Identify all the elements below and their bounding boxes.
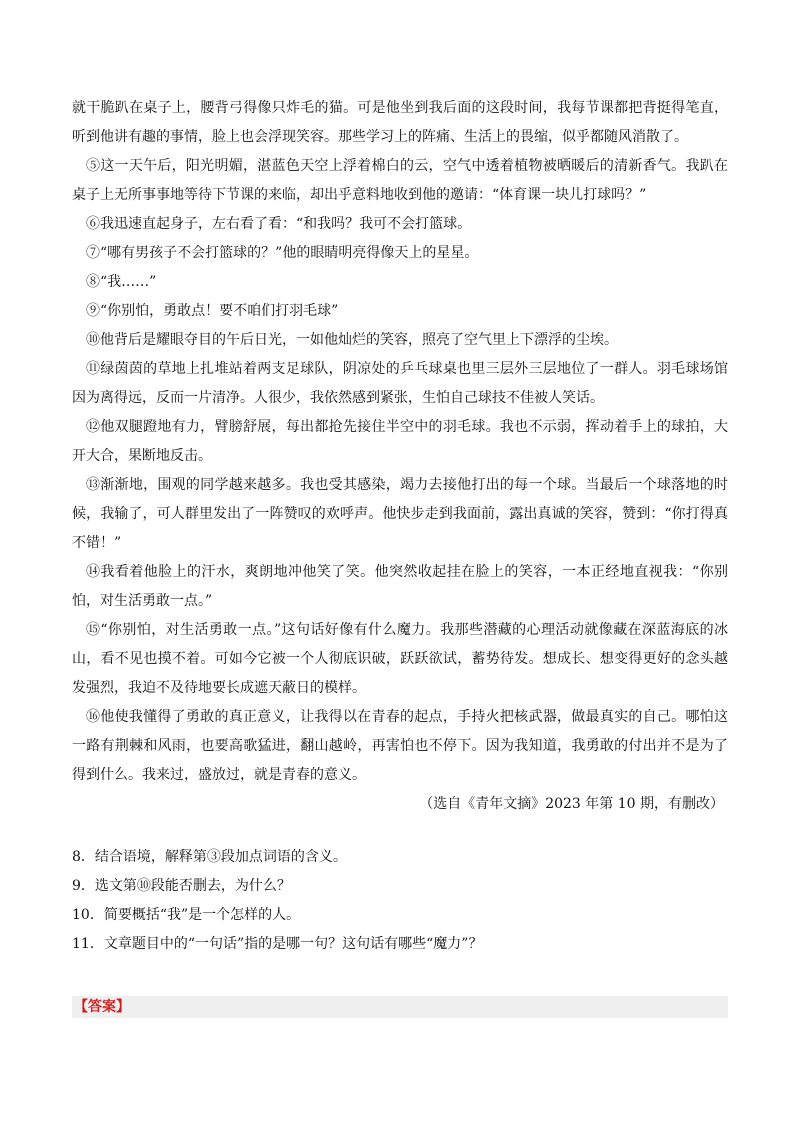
question-list	[72, 843, 728, 959]
paragraph-11: ⑪绿茵茵的草地上扎堆站着两支足球队，阴凉处的乒乓球桌也里三层外三层地位了一群人。羽毛球场馆因为离得远，反而一片清净。人很少，我依然感到紧张，生怕自己球技不佳被人笑话。	[72, 361, 728, 406]
paragraph-13: ⑬渐渐地，围观的同学越来越多。我也受其感染，竭力去接他打出的每一个球。当最后一个球落地的时候，我输了，可人群里发出了一阵赞叹的欢呼声。他快步走到我面前，露出真诚的笑容，赞到：“你打得真不错！”	[72, 477, 728, 551]
paragraph-10: ⑩他背后是耀眼夺目的午后日光，一如他灿烂的笑容，照亮了空气里上下漂浮的尘埃。	[86, 332, 618, 348]
question-9: 9．选文第⑩段能否删去，为什么？	[72, 878, 291, 894]
paragraph-16: ⑯他使我懂得了勇敢的真正意义，让我得以在青春的起点，手持火把核武器，做最真实的自己。哪怕这一路有荆棘和风雨，也要高歌猛进，翻山越岭，再害怕也不停下。因为我知道，我勇敢的付出并不是为了得到什么。我来过，盛放过，就是青春的意义。	[72, 709, 728, 783]
question-8: 8．结合语境，解释第③段加点词语的含义。	[72, 849, 347, 865]
article-body	[72, 94, 728, 819]
question-10: 10．简要概括“我”是一个怎样的人。	[72, 907, 301, 923]
paragraph-6: ⑥我迅速直起身子，左右看了看：“和我吗？我可不会打篮球。	[86, 216, 472, 232]
paragraph-8: ⑧“我……”	[86, 274, 157, 290]
answer-section-bar	[72, 996, 728, 1018]
answer-label: 【答案】	[74, 999, 130, 1015]
paragraph-15: ⑮“你别怕，对生活勇敢一点。”这句话好像有什么魔力。我那些潜藏的心理活动就像藏在深蓝海底的冰山，看不见也摸不着。可如今它被一个人彻底识破，跃跃欲试，蓄势待发。想成长、想变得更好的念头越发强烈，我迫不及待地要长成遮天蔽日的模样。	[72, 622, 728, 696]
article-source: （选自《青年文摘》2023 年第 10 期，有删改）	[419, 796, 724, 812]
paragraph-4-continued: 就干脆趴在桌子上，腰背弓得像只炸毛的猫。可是他坐到我后面的这段时间，我每节课都把背挺得笔直，听到他讲有趣的事情，脸上也会浮现笑容。那些学习上的阵痛、生活上的畏缩，似乎都随风消散了。	[72, 100, 728, 145]
paragraph-12: ⑫他双腿蹬地有力，臂膀舒展，每出都抢先接住半空中的羽毛球。我也不示弱，挥动着手上的球拍，大开大合，果断地反击。	[72, 419, 728, 464]
paragraph-9: ⑨“你别怕，勇敢点！要不咱们打羽毛球”	[86, 303, 339, 319]
paragraph-7: ⑦“哪有男孩子不会打篮球的？”他的眼睛明亮得像天上的星星。	[86, 245, 479, 261]
question-11: 11．文章题目中的“一句话”指的是哪一句？这句话有哪些“魔力”？	[72, 936, 483, 952]
paragraph-5: ⑤这一天午后，阳光明媚，湛蓝色天空上浮着棉白的云，空气中透着植物被晒暖后的清新香气。我趴在桌子上无所事事地等待下节课的来临，却出乎意料地收到他的邀请：“体育课一块儿打球吗？”	[72, 158, 728, 203]
paragraph-14: ⑭我看着他脸上的汗水，爽朗地冲他笑了笑。他突然收起挂在脸上的笑容，一本正经地直视我：“你别怕，对生活勇敢一点。”	[72, 564, 728, 609]
